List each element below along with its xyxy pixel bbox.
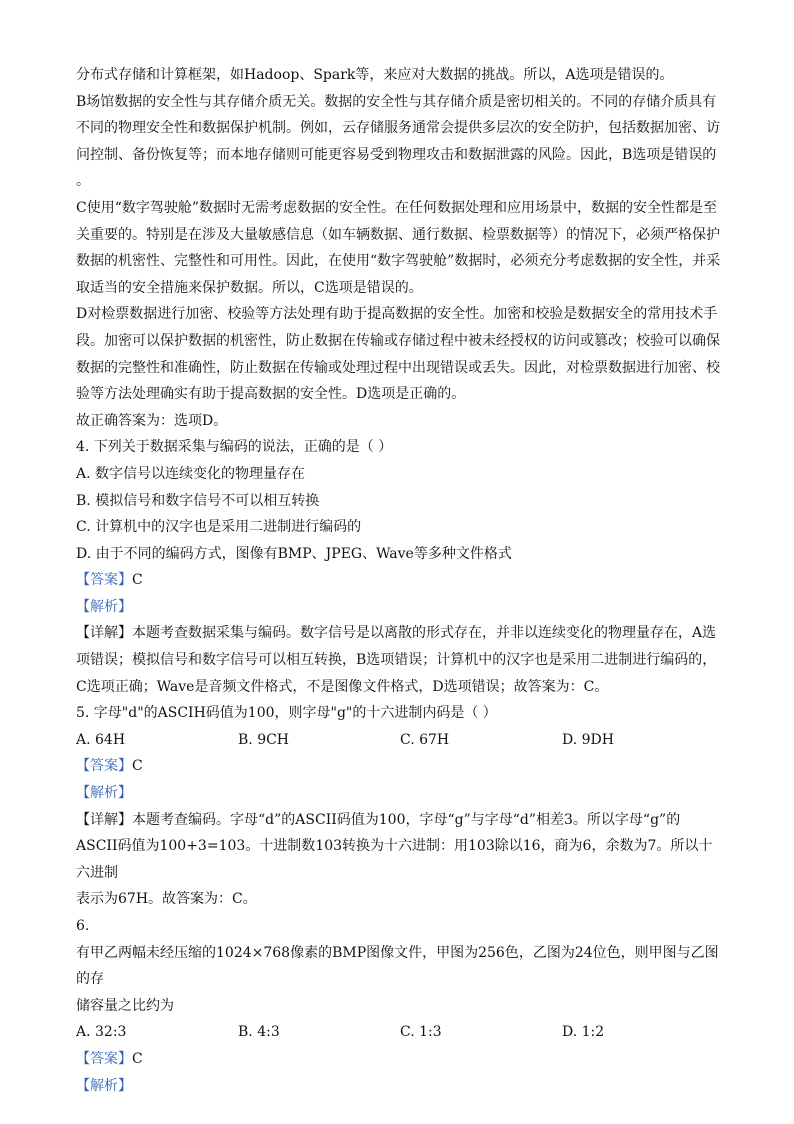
- text-line: 数据的完整性和准确性，防止数据在传输或处理过程中出现错误或丢失。因此，对检票数据进行加密、校: [76, 359, 720, 376]
- detail-line: [76, 620, 724, 647]
- question-stem: 储容量之比约为: [76, 997, 174, 1014]
- text-line: B场馆数据的安全性与其存储介质无关。数据的安全性与其存储介质是密切相关的。不同的存储介质具有: [76, 93, 717, 110]
- question-stem: 4. 下列关于数据采集与编码的说法，正确的是（ ）: [76, 439, 393, 456]
- analysis-tag: 【解析】: [76, 1077, 132, 1094]
- answer-tag: 【答案】: [76, 572, 132, 589]
- option-b: B. 4:3: [238, 1024, 280, 1041]
- question-stem: 有甲乙两幅未经压缩的1024×768像素的BMP图像文件，甲图为256色，乙图为24位色，则甲图与乙图的存: [76, 944, 719, 988]
- option-a: A. 数字信号以连续变化的物理量存在: [76, 465, 306, 482]
- question-5: [76, 700, 724, 913]
- text-line: C使用“数字驾驶舱”数据时无需考虑数据的安全性。在任何数据处理和应用场景中，数据的安全性都是至: [76, 199, 718, 216]
- analysis-tag: 【解析】: [76, 598, 132, 615]
- text-line: 不同的物理安全性和数据保护机制。例如，云存储服务通常会提供多层次的安全防护，包括数据加密、访: [76, 120, 720, 137]
- option-c: C. 1:3: [400, 1024, 442, 1041]
- answer-tag: 【答案】: [76, 1050, 132, 1067]
- question-number: 6.: [76, 918, 90, 934]
- detail-text: C选项正确；Wave是音频文件格式，不是图像文件格式，D选项错误；故答案为：C。: [76, 678, 609, 695]
- answer-tag: 【答案】: [76, 758, 132, 775]
- detail-text: 项错误；模拟信号和数字信号可以相互转换，B选项错误；计算机中的汉字也是采用二进制进行编码的，: [76, 652, 717, 669]
- option-a: A. 64H: [76, 731, 126, 748]
- detail-text: 本题考查编码。字母“d”的ASCII码值为100，字母“g”与字母“d”相差3。所以字母“g”的: [132, 811, 681, 828]
- answer-value: C: [132, 572, 143, 589]
- option-b: B. 9CH: [238, 731, 290, 748]
- answer-value: C: [132, 1050, 143, 1067]
- text-line: 问控制、备份恢复等；而本地存储则可能更容易受到物理攻击和数据泄露的风险。因此，B选项是错误的: [76, 146, 717, 163]
- previous-analysis: [76, 62, 724, 434]
- question-stem: 5. 字母"d"的ASCIH码值为100，则字母"g"的十六进制内码是（ ）: [76, 705, 497, 722]
- analysis-tag: 【解析】: [76, 785, 132, 802]
- option-c: C. 计算机中的汉字也是采用二进制进行编码的: [76, 519, 362, 536]
- detail-text: 表示为67H。故答案为：C。: [76, 891, 257, 908]
- text-line: 取适当的安全措施来保护数据。所以，C选项是错误的。: [76, 279, 423, 296]
- text-line: 。: [76, 173, 90, 190]
- answer-line: [76, 1046, 724, 1073]
- detail-tag: 【详解】: [76, 811, 132, 828]
- text-line: 数据的机密性、完整性和可用性。因此，在使用“数字驾驶舱”数据时，必须充分考虑数据的安全性，并采: [76, 253, 721, 270]
- text-line: 分布式存储和计算框架，如Hadoop、Spark等，来应对大数据的挑战。所以，A选项是错误的。: [76, 67, 674, 83]
- question-4: [76, 434, 724, 700]
- text-line: 关重要的。特别是在涉及大量敏感信息（如车辆数据、通行数据、检票数据等）的情况下，必须严格保护: [76, 226, 720, 243]
- option-b: B. 模拟信号和数字信号不可以相互转换: [76, 492, 320, 509]
- question-6: [76, 913, 724, 1099]
- option-d: D. 由于不同的编码方式，图像有BMP、JPEG、Wave等多种文件格式: [76, 545, 512, 562]
- options-row: [76, 727, 724, 754]
- detail-text: 本题考查数据采集与编码。数字信号是以离散的形式存在，并非以连续变化的物理量存在，A选: [132, 625, 717, 642]
- text-line: 验等方法处理确实有助于提高数据的安全性。D选项是正确的。: [76, 386, 466, 403]
- detail-line: [76, 807, 724, 834]
- text-line: 故正确答案为：选项D。: [76, 412, 228, 429]
- text-line: 段。加密可以保护数据的机密性，防止数据在传输或存储过程中被未经授权的访问或篡改；校验可以确保: [76, 332, 720, 349]
- detail-tag: 【详解】: [76, 625, 132, 642]
- options-row: [76, 1019, 724, 1046]
- answer-value: C: [132, 758, 143, 775]
- option-d: D. 9DH: [562, 731, 614, 748]
- option-a: A. 32:3: [76, 1024, 127, 1041]
- answer-line: [76, 567, 724, 594]
- option-d: D. 1:2: [562, 1024, 605, 1041]
- text-line: D对检票数据进行加密、校验等方法处理有助于提高数据的安全性。加密和校验是数据安全的常用技术手: [76, 306, 718, 323]
- answer-line: [76, 753, 724, 780]
- option-c: C. 67H: [400, 731, 450, 748]
- detail-text: ASCII码值为100+3=103。十进制数103转换为十六进制：用103除以16，商为6，余数为7。所以十六进制: [76, 838, 713, 881]
